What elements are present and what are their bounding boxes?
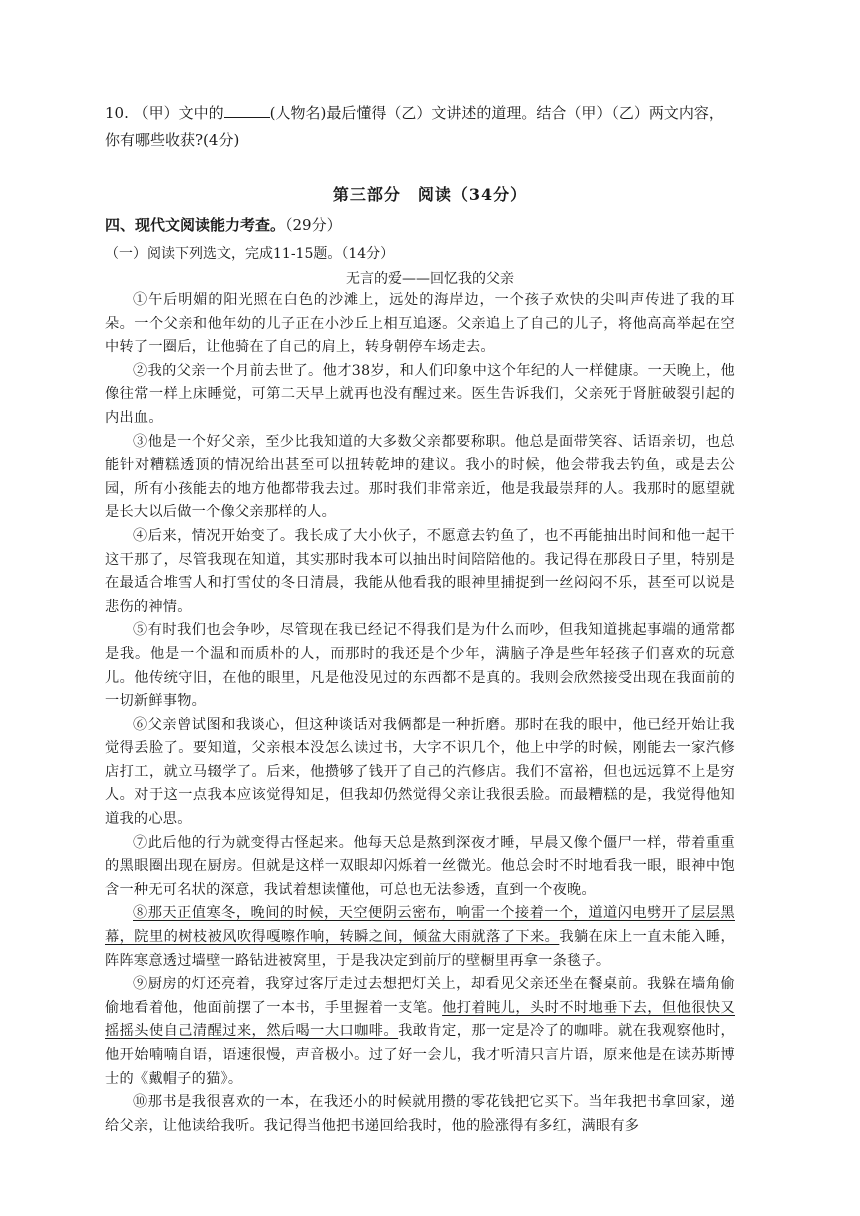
underlined-sentence-9: 他打着盹儿，头时不时地垂下去，但他很快又摇摇头使自己清醒过来，然后喝一大口咖啡。 — [105, 999, 735, 1040]
paragraph-10: ⑩那书是我很喜欢的一本，在我还小的时候就用攒的零花钱把它买下。当年我把书拿回家，递给父亲，让他读给我听。我记得当他把书递回给我时，他的脸涨得有多红，满眼有多 — [105, 1094, 735, 1134]
passage-title: 无言的爱——回忆我的父亲 — [346, 271, 514, 287]
question-10-prefix: 10. （甲）文中的 — [105, 104, 224, 122]
question-10 — [105, 100, 733, 154]
passage-body — [105, 289, 735, 1138]
paragraph-6: ⑥父亲曾试图和我谈心，但这种谈话对我俩都是一种折磨。那时在我的眼中，他已经开始让我觉得丢脸了。要知道，父亲根本没怎么读过书，大字不识几个，他上中学的时候，刚能去一家汽修店打工，就立马辍学了。后来，他攒够了钱开了自己的汽修店。我们不富裕，但也远远算不上是穷人。对于这一点我本应该觉得知足，但我却仍然觉得父亲让我很丢脸。而最糟糕的是，我觉得他知道我的心思。 — [105, 716, 735, 828]
subsection-title: （一）阅读下列选文，完成11-15题。（14分） — [105, 246, 395, 262]
paragraph-5: ⑤有时我们也会争吵，尽管现在我已经记不得我们是为什么而吵，但我知道挑起事端的通常都是我。他是一个温和而质朴的人，而那时的我还是个少年，满脑子净是些年轻孩子们喜欢的玩意儿。他传统守旧，在他的眼里，凡是他没见过的东西都不是真的。我则会欣然接受出现在我面前的一切新鲜事物。 — [105, 622, 735, 710]
section-title — [105, 214, 342, 235]
paragraph-9-end: 我敢肯定，那一定是冷了的咖啡。就在我观察他时，他开始喃喃自语，语速很慢，声音极小。过了好一会儿，我才听清只言片语，原来他是在读苏斯博士的《戴帽子的猫》。 — [105, 1023, 735, 1087]
paragraph-3: ③他是一个好父亲，至少比我知道的大多数父亲都要称职。他总是面带笑容、话语亲切，也总能针对糟糕透顶的情况给出甚至可以扭转乾坤的建议。我小的时候，他会带我去钓鱼，或是去公园，所有小孩能去的地方他都带我去过。那时我们非常亲近，他是我最崇拜的人。我那时的愿望就是长大以后做一个像父亲那样的人。 — [105, 433, 735, 521]
paragraph-9 — [105, 973, 735, 1091]
underlined-sentence-8: ⑧那天正值寒冬，晚间的时候，天空便阴云密布，响雷一个接着一个，道道闪电劈开了层层黑幕，院里的树枝被风吹得嘎嚓作响，转瞬之间，倾盆大雨就落了下来。 — [105, 905, 735, 946]
question-10-suffix: (人物名)最后懂得（乙）文讲述的道理。结合（甲）（乙）两文内容，你有哪些收获?(4分) — [105, 104, 724, 149]
paragraph-1: ①午后明媚的阳光照在白色的沙滩上，远处的海岸边，一个孩子欢快的尖叫声传进了我的耳朵。一个父亲和他年幼的儿子正在小沙丘上相互追逐。父亲追上了自己的儿子，将他高高举起在空中转了一圈后，让他骑在了自己的肩上，转身朝停车场走去。 — [105, 292, 735, 356]
section-title-text: 四、现代文阅读能力考查。 — [105, 216, 286, 234]
paragraph-7: ⑦此后他的行为就变得古怪起来。他每天总是熬到深夜才睡，早晨又像个僵尸一样，带着重重的黑眼圈出现在厨房。但就是这样一双眼却闪烁着一丝微光。他总会时不时地看我一眼，眼神中饱含一种无可名状的深意，我试着想读懂他，可总也无法参透，直到一个夜晚。 — [105, 834, 735, 898]
part-title: 第三部分 阅读（34分） — [332, 185, 528, 204]
answer-blank[interactable] — [224, 103, 270, 118]
paragraph-8-rest: 我躺在床上一直未能入睡，阵阵寒意透过墙壁一路钻进被窝里，于是我决定到前厅的壁橱里再拿一条毯子。 — [105, 929, 735, 969]
paragraph-9-start: ⑨厨房的灯还亮着，我穿过客厅走过去想把灯关上，却看见父亲还坐在餐桌前。我躲在墙角偷偷地看着他，他面前摆了一本书，手里握着一支笔。 — [105, 976, 735, 1016]
paragraph-2: ②我的父亲一个月前去世了。他才38岁，和人们印象中这个年纪的人一样健康。一天晚上，他像往常一样上床睡觉，可第二天早上就再也没有醒过来。医生告诉我们，父亲死于肾脏破裂引起的内出血。 — [105, 362, 735, 426]
paragraph-8 — [105, 902, 735, 973]
paragraph-4: ④后来，情况开始变了。我长成了大小伙子，不愿意去钓鱼了，也不再能抽出时间和他一起干这干那了，尽管我现在知道，其实那时我本可以抽出时间陪陪他的。我记得在那段日子里，特别是在最适合堆雪人和打雪仗的冬日清晨，我能从他看我的眼神里捕捉到一丝闷闷不乐，甚至可以说是悲伤的神情。 — [105, 527, 735, 615]
section-points: （29分） — [285, 216, 342, 234]
